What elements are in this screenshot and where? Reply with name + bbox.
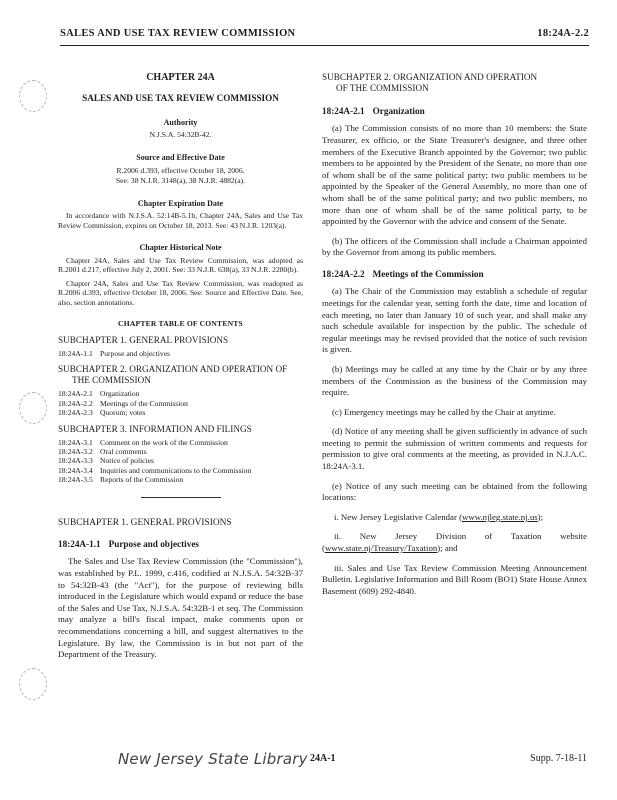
toc-item-number: 18:24A-3.3 (58, 456, 93, 466)
location-item-ii: ii. New Jersey Division of Taxation website (www.state.nj/Treasury/Taxation); and (322, 531, 587, 554)
section-2-1-b: (b) The officers of the Commission shall include a Chairman appointed by the Governor from among its public members. (322, 235, 587, 258)
page-number: 24A-1 (310, 753, 336, 764)
toc-item[interactable] (58, 456, 303, 465)
toc-item-number: 18:24A-3.5 (58, 475, 93, 485)
source-line-1: R.2006 d.393, effective October 18, 2006. (116, 165, 245, 175)
section-1-1-heading (58, 539, 303, 550)
page-footer (0, 750, 617, 770)
toc-item-number: 18:24A-1.1 (58, 349, 93, 358)
toc-item-title: Meetings of the Commission (100, 398, 188, 408)
punch-hole-bottom (19, 668, 47, 700)
section-2-1-heading (322, 106, 587, 117)
toc-item-number: 18:24A-3.4 (58, 465, 93, 475)
section-number: 18:24A-2.2 (322, 268, 365, 279)
chapter-number: CHAPTER 24A (146, 72, 215, 83)
toc-item-number: 18:24A-3.2 (58, 447, 93, 457)
toc-item-title: Oral comments (100, 447, 147, 457)
toc-item-title: Quorum; votes (100, 408, 146, 418)
toc-heading: CHAPTER TABLE OF CONTENTS (118, 318, 243, 328)
toc-item-title: Inquiries and communications to the Commission (100, 465, 252, 475)
toc-item[interactable] (58, 408, 303, 417)
location-item-iii: iii. Sales and Use Tax Review Commission Meeting Announcement Bulletin. Legislative Information and Bill Room (BO1) State House Annex Basement (609) 292-4840. (322, 562, 587, 596)
toc-item-title: Comment on the work of the Commission (100, 437, 228, 447)
toc-item-title: Organization (100, 389, 140, 399)
subchapter-2-heading: SUBCHAPTER 2. ORGANIZATION AND OPERATION OF THE COMMISSION (322, 72, 538, 93)
section-1-1-text: The Sales and Use Tax Review Commission (the "Commission"), was established by P.L. 1999, c.416, codified at N.J.S.A. 54:32B-37 to 54:32B-43 (the "Act"), for the purpose of reviewing bills introduced in the Legislature which would expand or reduce the base of the Sales and Use Tax, N.J.S.A. 54:32B-1 et seq. The Commission may analyze a bill's fiscal impact, make comments upon or recommendations concerning a bill, and suggest alternatives to the Legislature. By law, the Commission is in but not part of the Department of the Treasury. (58, 556, 303, 660)
header-section-number: 18:24A-2.2 (537, 28, 589, 39)
toc-subchapter-title: SUBCHAPTER 3. INFORMATION AND FILINGS (58, 423, 252, 434)
toc-item[interactable] (58, 349, 303, 358)
toc-item[interactable] (58, 389, 303, 398)
section-2-2-heading (322, 269, 587, 280)
taxation-link[interactable]: www.state.nj/Treasury/Taxation (324, 543, 438, 554)
supplement-date: Supp. 7-18-11 (530, 753, 587, 764)
authority-heading: Authority (163, 117, 198, 127)
source-heading: Source and Effective Date (136, 153, 225, 163)
toc-item[interactable] (58, 466, 303, 475)
legislature-link[interactable]: www.njleg.state.nj.us (462, 511, 538, 522)
toc-subchapter-title: SUBCHAPTER 1. GENERAL PROVISIONS (58, 335, 229, 345)
toc-item[interactable] (58, 438, 303, 447)
section-number: 18:24A-1.1 (58, 539, 101, 550)
section-2-2-d: (d) Notice of any meeting shall be given sufficiently in advance of such meeting to permit the submission of written comments and requests for permission to give oral comments at the meeting, as provided in N.J.A.C. 18:24A-3.1. (322, 426, 587, 472)
section-2-1-a: (a) The Commission consists of no more than 10 members: the State Treasurer, ex officio, or the State Treasurer's designee, and three other members of the Executive Branch appointed by the Governor; two public members to be appointed by the President of the Senate, no more than one of whom shall be of the same political party; two public members to be appointed by the Speaker of the General Assembly, no more than one of whom shall be of the same political party; and two public members, no more than one of whom shall be of the same political party, to be appointed by the Governor with the advice and consent of the Senate. (322, 123, 587, 227)
header-title: SALES AND USE TAX REVIEW COMMISSION (60, 28, 296, 39)
divider (141, 497, 221, 498)
toc-item-number: 18:24A-2.3 (58, 408, 93, 418)
toc-item-number: 18:24A-2.2 (58, 398, 93, 408)
right-column (322, 72, 587, 605)
historical-note-1: Chapter 24A, Sales and Use Tax Review Commission, was adopted as R.2001 d.217, effective July 2, 2001. See: 33 N.J.R. 638(a), 33 N.J.R. 2280(b). (58, 255, 303, 275)
location-item-i: i. New Jersey Legislative Calendar (www.njleg.state.nj.us); (334, 511, 544, 522)
expiration-text: In accordance with N.J.S.A. 52:14B-5.1b, Chapter 24A, Sales and Use Tax Review Commission, expires on October 18, 2013. See: 43 N.J.R. 1203(a). (58, 211, 303, 230)
section-title: Purpose and objectives (108, 539, 199, 550)
authority-text: N.J.S.A. 54:32B-42. (149, 130, 212, 140)
historical-note-2: Chapter 24A, Sales and Use Tax Review Commission, was readopted as R.2006 d.393, effective October 18, 2006. See: Source and Effective Date. See, also, section annotations. (58, 278, 303, 307)
toc-item[interactable] (58, 447, 303, 456)
toc-item[interactable] (58, 475, 303, 484)
section-2-2-c: (c) Emergency meetings may be called by the Chair at anytime. (332, 406, 556, 417)
toc-item-number: 18:24A-3.1 (58, 437, 93, 447)
chapter-title: SALES AND USE TAX REVIEW COMMISSION (82, 93, 279, 104)
section-title: Organization (372, 106, 425, 116)
section-2-2-a: (a) The Chair of the Commission may establish a schedule of regular meetings for the calendar year, setting forth the date, time and location of each meeting, no later than January 10 of such year, and shall make any such schedule available for inspection by the public. The schedule of regular meetings may be revised provided that the notice of such revision is given. (322, 286, 587, 355)
toc-item-number: 18:24A-2.1 (58, 389, 93, 399)
section-2-2-b: (b) Meetings may be called at any time by the Chair or by any three members of the Commission as the business of the Commission may require. (322, 363, 587, 398)
toc-item-title: Notice of policies (100, 456, 154, 466)
toc-item[interactable] (58, 399, 303, 408)
section-title: Meetings of the Commission (372, 268, 484, 279)
section-2-2-e: (e) Notice of any such meeting can be obtained from the following locations: (322, 480, 587, 503)
expiration-heading: Chapter Expiration Date (137, 198, 224, 208)
toc-item-title: Purpose and objectives (100, 349, 171, 358)
library-watermark: New Jersey State Library (118, 750, 308, 768)
running-header (60, 28, 589, 46)
toc-subchapter-title: SUBCHAPTER 2. ORGANIZATION AND OPERATION OF THE COMMISSION (58, 364, 288, 386)
source-line-2: See: 38 N.J.R. 3148(a), 38 N.J.R. 4882(a). (115, 175, 246, 185)
punch-hole-middle (19, 392, 47, 424)
subchapter-1-heading: SUBCHAPTER 1. GENERAL PROVISIONS (58, 517, 232, 528)
section-number: 18:24A-2.1 (322, 106, 365, 116)
left-column (58, 72, 303, 669)
historical-heading: Chapter Historical Note (139, 243, 222, 253)
toc-item-title: Reports of the Commission (100, 475, 184, 485)
punch-hole-top (19, 80, 47, 112)
